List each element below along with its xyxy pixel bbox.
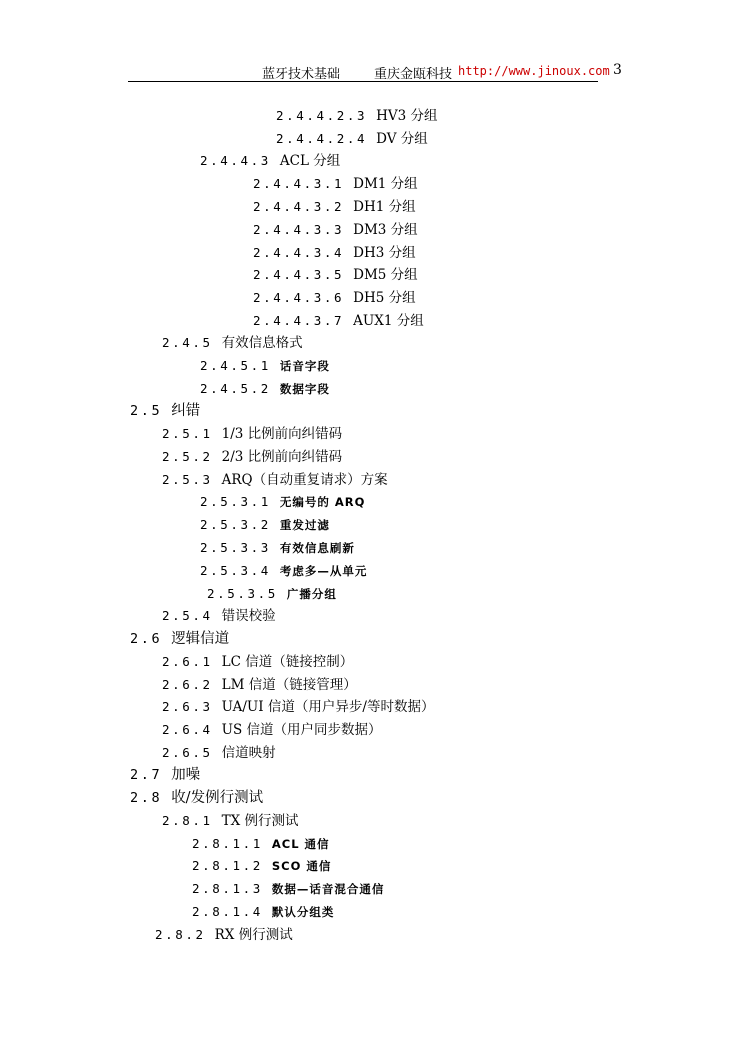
toc-entry <box>162 471 388 489</box>
toc-entry-number: 2.5.3.3 <box>200 540 271 555</box>
toc-entry-number: 2.4.4.3.7 <box>253 313 345 328</box>
toc-entry-title: 数据字段 <box>279 382 330 396</box>
toc-entry-title: HV3 分组 <box>376 108 438 124</box>
toc-entry-number: 2.4.4.3.5 <box>253 267 345 282</box>
toc-entry-title: LM 信道（链接管理） <box>221 677 357 693</box>
header-company: 重庆金瓯科技 <box>374 67 453 82</box>
toc-entry-title: 错误校验 <box>221 608 276 624</box>
toc-entry <box>276 130 428 148</box>
toc-entry-number: 2.8.1.4 <box>192 904 263 919</box>
page-number: 3 <box>613 62 622 78</box>
toc-entry-title: DV 分组 <box>376 131 428 147</box>
toc-entry-number: 2.4.4.3 <box>200 153 271 168</box>
toc-entry-number: 2.6.3 <box>162 699 213 714</box>
toc-entry-title: TX 例行测试 <box>221 813 299 829</box>
toc-entry <box>253 244 416 262</box>
toc-entry <box>162 653 353 671</box>
toc-entry-title: 考虑多—从单元 <box>279 564 368 578</box>
toc-entry <box>130 766 200 784</box>
toc-entry-title: DH3 分组 <box>353 245 416 261</box>
toc-entry <box>162 676 357 694</box>
toc-entry-title: DH1 分组 <box>353 199 416 215</box>
toc-entry <box>253 266 418 284</box>
toc-entry-number: 2.4.5.1 <box>200 358 271 373</box>
toc-entry-number: 2.6.5 <box>162 745 213 760</box>
toc-entry <box>200 539 355 557</box>
toc-entry-title: 默认分组类 <box>271 905 335 919</box>
toc-entry-title: LC 信道（链接控制） <box>221 654 354 670</box>
toc-entry-number: 2.5.1 <box>162 426 213 441</box>
toc-entry-title: RX 例行测试 <box>214 927 293 943</box>
toc-entry <box>162 334 303 352</box>
toc-entry-title: 收/发例行测试 <box>171 790 264 806</box>
toc-entry-number: 2.5.2 <box>162 449 213 464</box>
toc-entry-title: 逻辑信道 <box>171 631 230 647</box>
toc-entry-title: 纠错 <box>171 403 201 419</box>
toc-entry-number: 2.6.2 <box>162 677 213 692</box>
toc-entry <box>253 175 418 193</box>
toc-entry <box>130 789 263 807</box>
toc-entry <box>162 425 342 443</box>
toc-entry-number: 2.4.4.3.4 <box>253 245 345 260</box>
toc-entry <box>200 516 330 534</box>
toc-entry-title: 1/3 比例前向纠错码 <box>221 426 343 442</box>
toc-entry <box>162 607 276 625</box>
toc-entry-title: 广播分组 <box>286 587 337 601</box>
toc-entry-number: 2.6 <box>130 631 163 647</box>
toc-entry <box>253 198 416 216</box>
toc-entry <box>162 812 299 830</box>
toc-entry-number: 2.4.4.2.3 <box>276 108 368 123</box>
toc-entry <box>200 152 340 170</box>
toc-entry-number: 2.5.3.4 <box>200 563 271 578</box>
toc-entry-number: 2.4.4.2.4 <box>276 131 368 146</box>
toc-entry <box>200 380 330 398</box>
toc-entry <box>192 835 330 853</box>
toc-entry <box>162 744 276 762</box>
toc-entry-number: 2.5 <box>130 403 163 419</box>
header-book-title: 蓝牙技术基础 <box>262 67 341 82</box>
toc-entry-number: 2.7 <box>130 767 163 783</box>
toc-entry <box>253 221 418 239</box>
toc-entry-number: 2.6.4 <box>162 722 213 737</box>
toc-entry-title: 加噪 <box>171 767 201 783</box>
toc-entry-number: 2.5.4 <box>162 608 213 623</box>
toc-entry-title: 有效信息刷新 <box>279 541 355 555</box>
toc-entry <box>253 312 424 330</box>
header-url-link[interactable]: http://www.jinoux.com <box>458 64 610 78</box>
toc-entry-number: 2.8.2 <box>155 927 206 942</box>
toc-entry-title: DM1 分组 <box>353 176 418 192</box>
toc-entry-title: ARQ（自动重复请求）方案 <box>221 472 388 488</box>
toc-entry-title: UA/UI 信道（用户异步/等时数据） <box>221 699 435 715</box>
toc-entry-number: 2.8.1.1 <box>192 836 263 851</box>
toc-entry-number: 2.4.5 <box>162 335 213 350</box>
toc-entry <box>162 448 342 466</box>
toc-entry-number: 2.5.3.1 <box>200 494 271 509</box>
toc-entry-title: AUX1 分组 <box>353 313 424 329</box>
toc-entry <box>207 585 337 603</box>
toc-entry-title: 信道映射 <box>221 745 276 761</box>
toc-entry <box>192 857 331 875</box>
toc-entry-number: 2.4.4.3.1 <box>253 176 345 191</box>
toc-entry <box>200 493 365 511</box>
toc-entry-number: 2.5.3.5 <box>207 586 278 601</box>
toc-entry-title: 2/3 比例前向纠错码 <box>221 449 343 465</box>
toc-entry-title: 无编号的 ARQ <box>279 495 366 509</box>
toc-entry <box>276 107 438 125</box>
toc-entry-title: ACL 通信 <box>271 837 330 851</box>
toc-entry-number: 2.8.1.3 <box>192 881 263 896</box>
toc-entry-number: 2.4.5.2 <box>200 381 271 396</box>
toc-entry-number: 2.4.4.3.3 <box>253 222 345 237</box>
toc-entry-number: 2.5.3.2 <box>200 517 271 532</box>
toc-entry-title: ACL 分组 <box>279 153 341 169</box>
toc-entry-number: 2.8.1 <box>162 813 213 828</box>
toc-entry-number: 2.4.4.3.2 <box>253 199 345 214</box>
toc-entry-title: SCO 通信 <box>271 859 332 873</box>
toc-entry <box>192 903 334 921</box>
toc-entry <box>130 402 200 420</box>
toc-entry-number: 2.8 <box>130 790 163 806</box>
toc-entry-title: US 信道（用户同步数据） <box>221 722 382 738</box>
toc-entry-title: DM5 分组 <box>353 267 418 283</box>
toc-entry-title: 有效信息格式 <box>221 335 303 351</box>
toc-entry-number: 2.8.1.2 <box>192 858 263 873</box>
toc-entry-number: 2.6.1 <box>162 654 213 669</box>
toc-entry <box>162 698 434 716</box>
toc-entry-number: 2.5.3 <box>162 472 213 487</box>
toc-entry <box>200 357 330 375</box>
toc-entry <box>253 289 416 307</box>
toc-entry <box>162 721 382 739</box>
toc-entry <box>130 630 229 648</box>
toc-entry <box>192 880 384 898</box>
toc-entry <box>155 926 293 944</box>
toc-entry-title: DM3 分组 <box>353 222 418 238</box>
toc-entry <box>200 562 367 580</box>
toc-entry-title: 重发过滤 <box>279 518 330 532</box>
toc-entry-title: 话音字段 <box>279 359 330 373</box>
toc-entry-number: 2.4.4.3.6 <box>253 290 345 305</box>
toc-entry-title: 数据—话音混合通信 <box>271 882 385 896</box>
toc-entry-title: DH5 分组 <box>353 290 416 306</box>
